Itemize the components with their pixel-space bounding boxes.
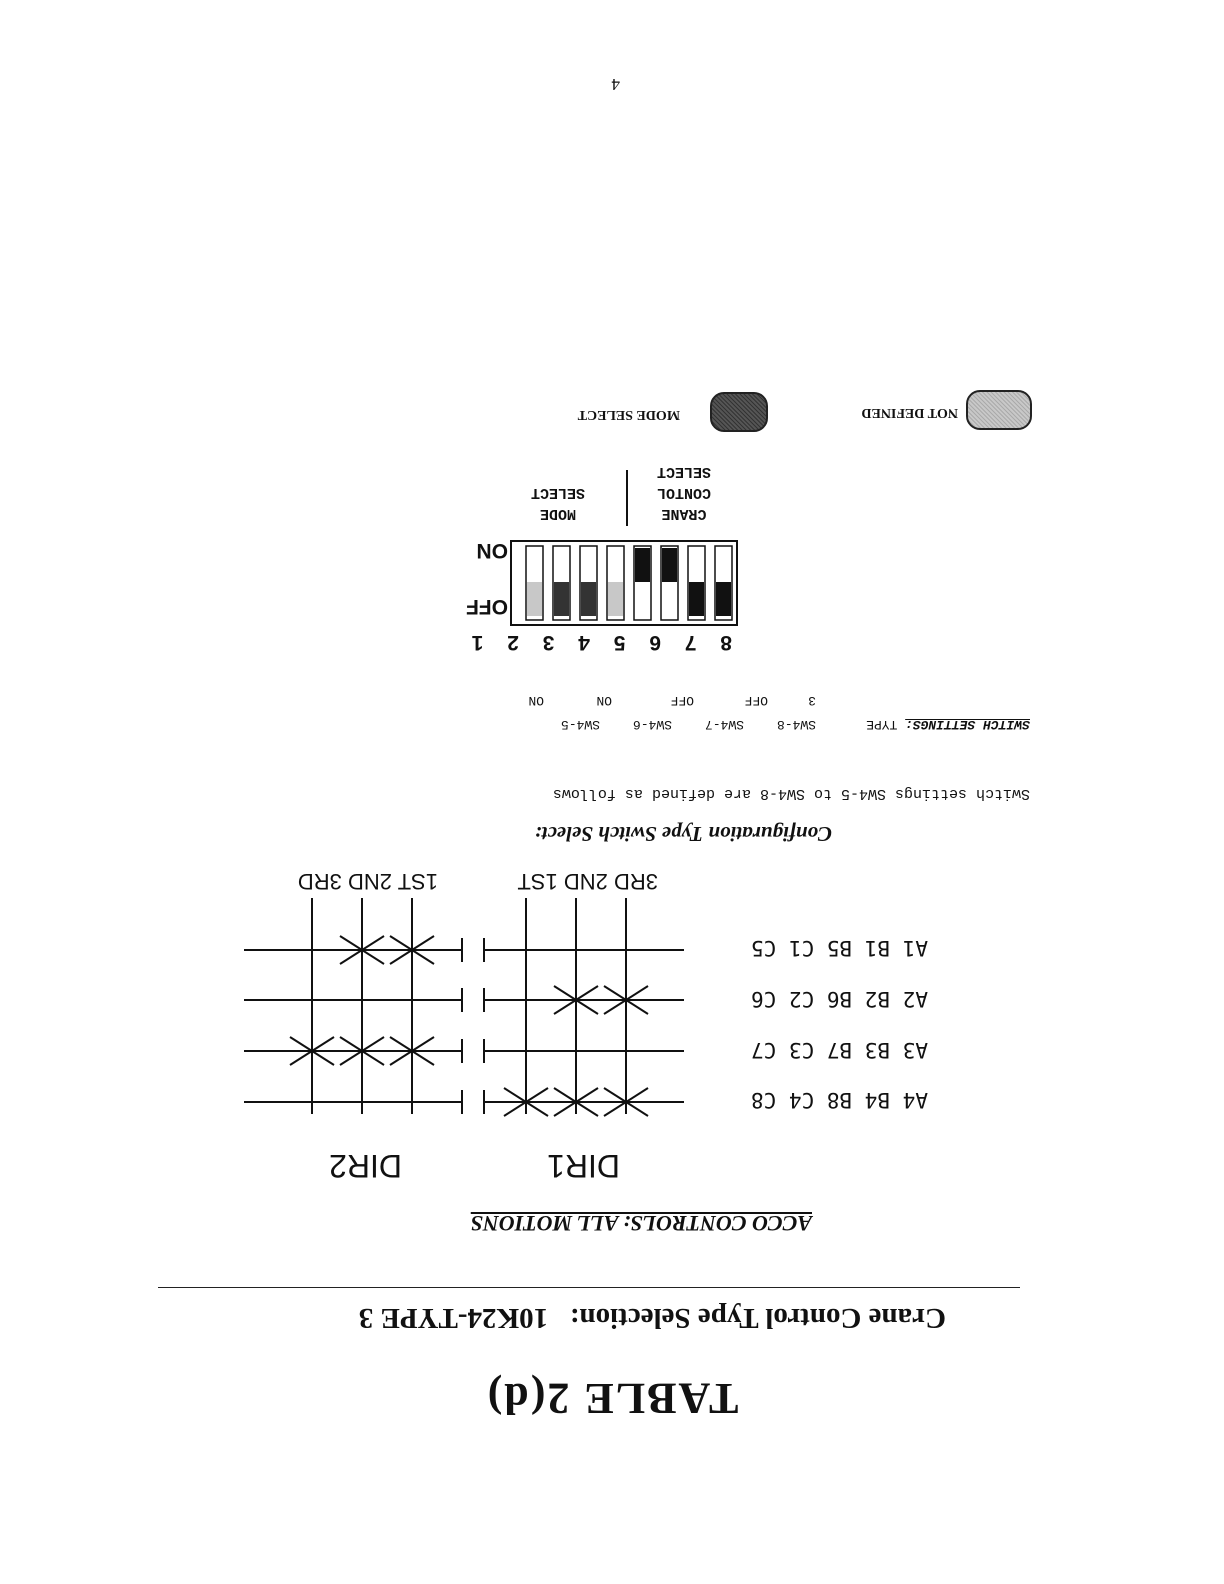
dip-knob-3 [581, 582, 596, 616]
dip-knob-4 [608, 582, 623, 616]
dir2-label: DIR2 [329, 1148, 402, 1184]
row-label-2: A3 B3 B7 C3 C7 [750, 1038, 928, 1062]
page-number: 4 [611, 75, 620, 94]
dip-on-label: ON [476, 539, 508, 562]
selection-label: Crane Control Type Selection: [569, 1302, 946, 1334]
switch-value-3: ON [596, 693, 612, 708]
dip-label-divider [626, 470, 628, 526]
switch-value-1: OFF [744, 693, 768, 708]
dip-knob-8 [716, 582, 731, 616]
dip-knob-2 [554, 582, 569, 616]
dip-knob-6 [662, 548, 677, 582]
dip-knob-5 [635, 548, 650, 582]
selection-line [359, 1301, 946, 1334]
switch-value-2: OFF [670, 693, 694, 708]
switch-name-4: SW4-5 [560, 717, 600, 732]
mode-select-swatch [710, 392, 768, 432]
table-title: TABLE 2(d) [485, 1374, 739, 1423]
switch-value-4: ON [528, 693, 544, 708]
row-label-3: A2 B2 B6 C2 C6 [750, 987, 928, 1011]
dip-knob-1 [527, 582, 542, 616]
switch-settings-row [866, 717, 1030, 732]
switch-name-1: SW4-8 [776, 717, 816, 732]
dip-switch-numbers: 8 7 6 5 4 3 2 1 [462, 631, 732, 654]
configuration-heading: Configuration Type Switch Select: [534, 822, 832, 846]
switch-name-2: SW4-7 [704, 717, 744, 732]
not-defined-swatch [966, 390, 1032, 430]
mode-select-label [508, 482, 608, 524]
crane-control-select-label [628, 461, 740, 524]
crane-label-line-2: CONTOL [657, 484, 712, 501]
contact-diagram [244, 892, 684, 1124]
section-title: ACCO CONTROLS: ALL MOTIONS [470, 1211, 812, 1236]
crane-label-line-3: SELECT [657, 463, 712, 480]
switch-settings-label: SWITCH SETTINGS: [905, 717, 1030, 732]
dip-off-label: OFF [466, 595, 508, 618]
switch-name-3: SW4-6 [632, 717, 672, 732]
selection-value: 10K24-TYPE 3 [358, 1302, 549, 1334]
switch-type-label: TYPE [866, 717, 898, 732]
dip-switch [510, 540, 738, 626]
row-label-1: A4 B4 B8 C4 C8 [750, 1088, 928, 1112]
dir1-label: DIR1 [547, 1148, 620, 1184]
mode-select-legend-label: MODE SELECT [577, 407, 680, 422]
mode-label-line-1: MODE [540, 505, 577, 522]
dir2-column-headers: 1ST 2ND 3RD [297, 869, 438, 894]
switch-type-value: 3 [808, 693, 816, 708]
dip-knob-7 [689, 582, 704, 616]
crane-label-line-1: CRANE [661, 505, 707, 522]
not-defined-label: NOT DEFINED [861, 405, 958, 420]
dir1-column-headers: 3RD 2ND 1ST [517, 869, 658, 894]
mode-label-line-2: SELECT [531, 484, 586, 501]
row-label-4: A1 B1 B5 C1 C5 [750, 936, 928, 960]
configuration-text: Switch settings SW4-5 to SW4-8 are defined as follows [552, 785, 1030, 802]
horizontal-rule [158, 1287, 1020, 1288]
